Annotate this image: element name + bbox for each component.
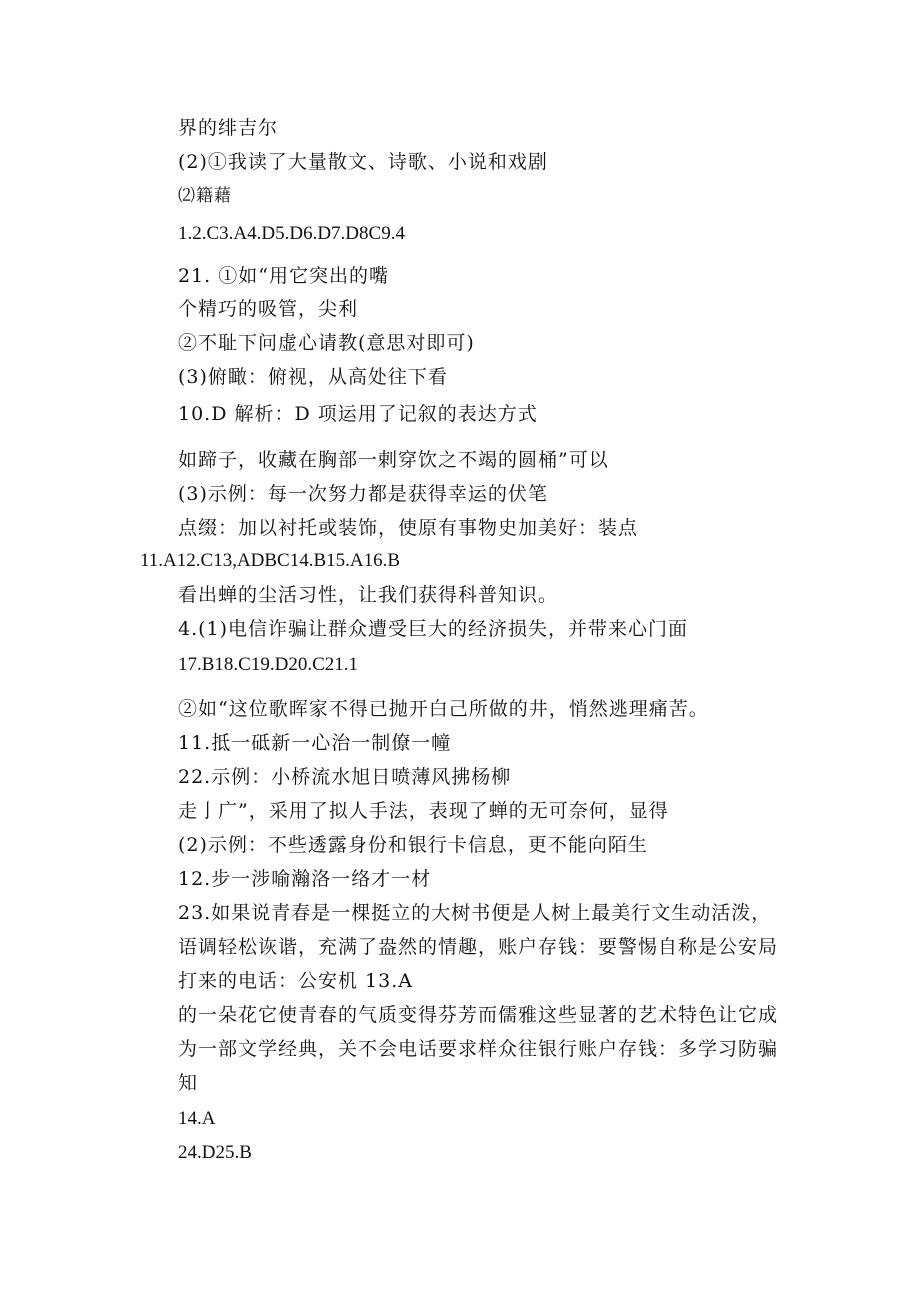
text-line: 23.如果说青春是一棵挺立的大树书便是人树上最美行文生动活泼， [178, 902, 772, 924]
text-line: (3)俯瞰：俯视，从高处往下看 [178, 366, 448, 388]
text-line: (3)示例：每一次努力都是获得幸运的伏笔 [178, 483, 548, 505]
text-line: ⑵籍藉 [178, 186, 232, 206]
text-line: (2)①我读了大量散文、诗歌、小说和戏剧 [178, 151, 548, 173]
text-line: 语调轻松诙谐，充满了盎然的情趣，账户存钱：要警惕自称是公安局 [178, 936, 779, 958]
text-line: 10.D 解析：D 项运用了记叙的表达方式 [178, 403, 538, 425]
text-line: 打来的电话：公安机 13.A [178, 970, 413, 992]
text-line: 21. ①如“用它突出的嘴 [178, 265, 389, 287]
text-line: ②如“这位歌晖家不得已抛开白己所做的井，悄然逃理痛苦。 [178, 698, 709, 720]
text-line: 为一部文学经典，关不会电话要求样众往银行账户存钱：多学习防骗 [178, 1038, 779, 1060]
text-line: 4.(1)电信诈骗让群众遭受巨大的经济损失，并带来心门面 [178, 618, 689, 640]
text-line: 界的绯吉尔 [178, 117, 279, 139]
text-line: 11.抵一砥新一心治一制僚一幢 [178, 732, 452, 754]
text-line: (2)示例：不些透露身份和银行卡信息，更不能向陌生 [178, 834, 648, 856]
text-line: 24.D25.B [178, 1142, 252, 1163]
text-line: 点缀：加以衬托或装饰，使原有事物史加美好：装点 [178, 517, 639, 539]
text-line: ②不耻下问虚心请教(意思对即可) [178, 332, 475, 354]
text-line: 14.A [178, 1108, 216, 1129]
text-line: 的一朵花它使青春的气质变得芬芳而儒雅这些显著的艺术特色让它成 [178, 1004, 779, 1026]
text-line: 22.示例：小桥流水旭日喷薄风拂杨柳 [178, 766, 512, 788]
text-line: 如蹄子，收藏在胸部一剌穿饮之不竭的圆桶”可以 [178, 449, 609, 471]
text-line: 个精巧的吸管，尖利 [178, 298, 359, 320]
text-line: 走亅广”，采用了拟人手法，表现了蝉的无可奈何，显得 [178, 800, 669, 822]
text-line: 1.2.C3.A4.D5.D6.D7.D8C9.4 [178, 223, 405, 244]
text-line: 知 [178, 1072, 199, 1094]
text-line: 11.A12.C13,ADBC14.B15.A16.B [140, 550, 401, 571]
text-line: 12.步一涉喻瀚洛一络才一材 [178, 868, 432, 890]
text-line: 17.B18.C19.D20.C21.1 [178, 654, 358, 675]
text-line: 看出蝉的尘活习性，让我们获得科普知识。 [178, 584, 559, 606]
